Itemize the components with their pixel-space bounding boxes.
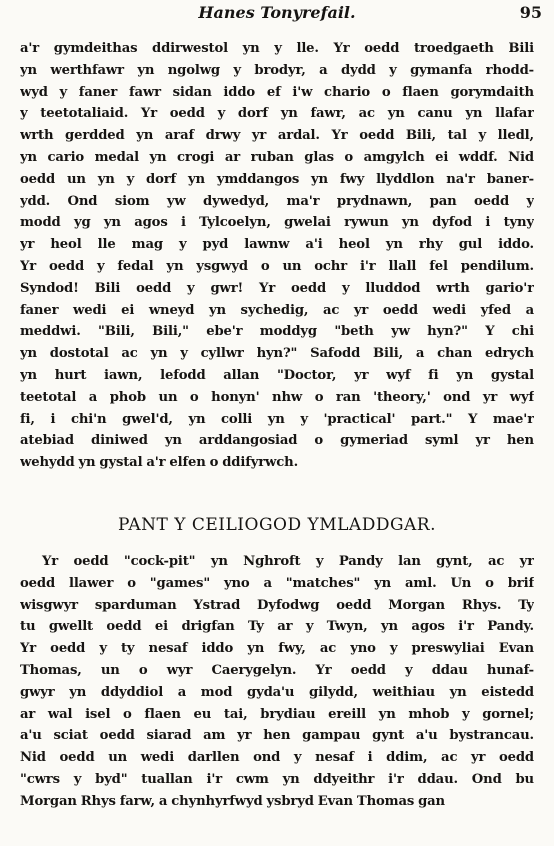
section-heading: PANT Y CEILIOGOD YMLADDGAR. (117, 515, 437, 535)
text-line: tu gwellt oedd ei drigfan Ty ar y Twyn, yn agos i'r Pandy. (20, 619, 534, 635)
running-title: Hanes Tonyrefail. (198, 3, 356, 22)
running-head (0, 2, 554, 26)
paragraph-continued (20, 38, 534, 474)
text-line: wrth gerdded yn araf drwy yr ardal. Yr oedd Bili, tal y lledl, (20, 128, 534, 144)
page-number: 95 (519, 3, 542, 22)
text-line: yn cario medal yn crogi ar ruban glas o amgylch ei wddf. Nid (20, 149, 534, 165)
text-line: Morgan Rhys farw, a chynhyrfwyd ysbryd Evan Thomas gan (20, 793, 445, 809)
text-line: a'r gymdeithas ddirwestol yn y lle. Yr oedd troedgaeth Bili (20, 41, 534, 56)
text-line: oedd un yn y dorf yn ymddangos yn fwy llyddlon na'r baner- (20, 171, 534, 187)
text-line: Yr oedd "cock-pit" yn Nghroft y Pandy lan gynt, ac yr (42, 554, 534, 569)
text-line: wehydd yn gystal a'r elfen o ddifyrwch. (20, 455, 299, 471)
text-line: Thomas, un o wyr Caerygelyn. Yr oedd y ddau hunaf- (20, 662, 534, 678)
text-line: ydd. Ond siom yw dywedyd, ma'r prydnawn, pan oedd y (20, 193, 534, 209)
text-line: y teetotaliaid. Yr oedd y dorf yn fawr, ac yn canu yn llafar (20, 106, 534, 122)
text-line: yn dostotal ac yn y cyllwr hyn?" Safodd Bili, a chan edrych (20, 346, 534, 362)
text-line: Yr oedd y ty nesaf iddo yn fwy, ac yno y preswyliai Evan (20, 641, 534, 657)
text-line: yr heol lle mag y pyd lawnw a'i heol yn rhy gul iddo. (20, 237, 534, 253)
text-line: fi, i chi'n gwel'd, yn colli yn y 'practical' part." Y mae'r (20, 411, 534, 427)
text-line: ar wal isel o flaen eu tai, brydiau ereill yn mhob y gornel; (20, 706, 534, 722)
text-line: wyd y faner fawr sidan iddo ef i'w chario o flaen gorymdaith (20, 84, 534, 100)
text-line: wisgwyr sparduman Ystrad Dyfodwg oedd Morgan Rhys. Ty (20, 597, 534, 613)
text-line: modd yg yn agos i Tylcoelyn, gwelai rywun yn dyfod i tyny (20, 215, 534, 231)
text-line: "cwrs y byd" tuallan i'r cwm yn ddyeithr i'r ddau. Ond bu (20, 771, 534, 787)
text-line: a'u sciat oedd siarad am yr hen gampau gynt a'u bystrancau. (20, 728, 534, 744)
text-line: faner wedi ei wneyd yn sychedig, ac yr oedd wedi yfed a (20, 302, 534, 318)
text-line: Nid oedd un wedi darllen ond y nesaf i ddim, ac yr oedd (20, 750, 534, 766)
text-line: atebiad diniwed yn arddangosiad o gymeriad syml yr hen (20, 433, 534, 449)
text-line: oedd llawer o "games" yno a "matches" yn aml. Un o brif (20, 575, 534, 591)
text-line: yn werthfawr yn ngolwg y brodyr, a dydd y gymanfa rhodd- (20, 62, 534, 78)
text-line: gwyr yn ddyddiol a mod gyda'u gilydd, weithiau yn eistedd (20, 684, 534, 700)
text-line: Syndod! Bili oedd y gwr! Yr oedd y lluddod wrth gario'r (20, 280, 534, 296)
text-line: meddwi. "Bili, Bili," ebe'r moddyg "beth yw hyn?" Y chi (20, 324, 534, 340)
text-line: yn hurt iawn, lefodd allan "Doctor, yr wyf fi yn gystal (20, 367, 534, 383)
text-line: Yr oedd y fedal yn ysgwyd o un ochr i'r llall fel pendilum. (20, 258, 534, 274)
paragraph-section-start (20, 551, 534, 813)
text-line: teetotal a phob un o honyn' nhw o ran 'theory,' ond yr wyf (20, 389, 534, 405)
